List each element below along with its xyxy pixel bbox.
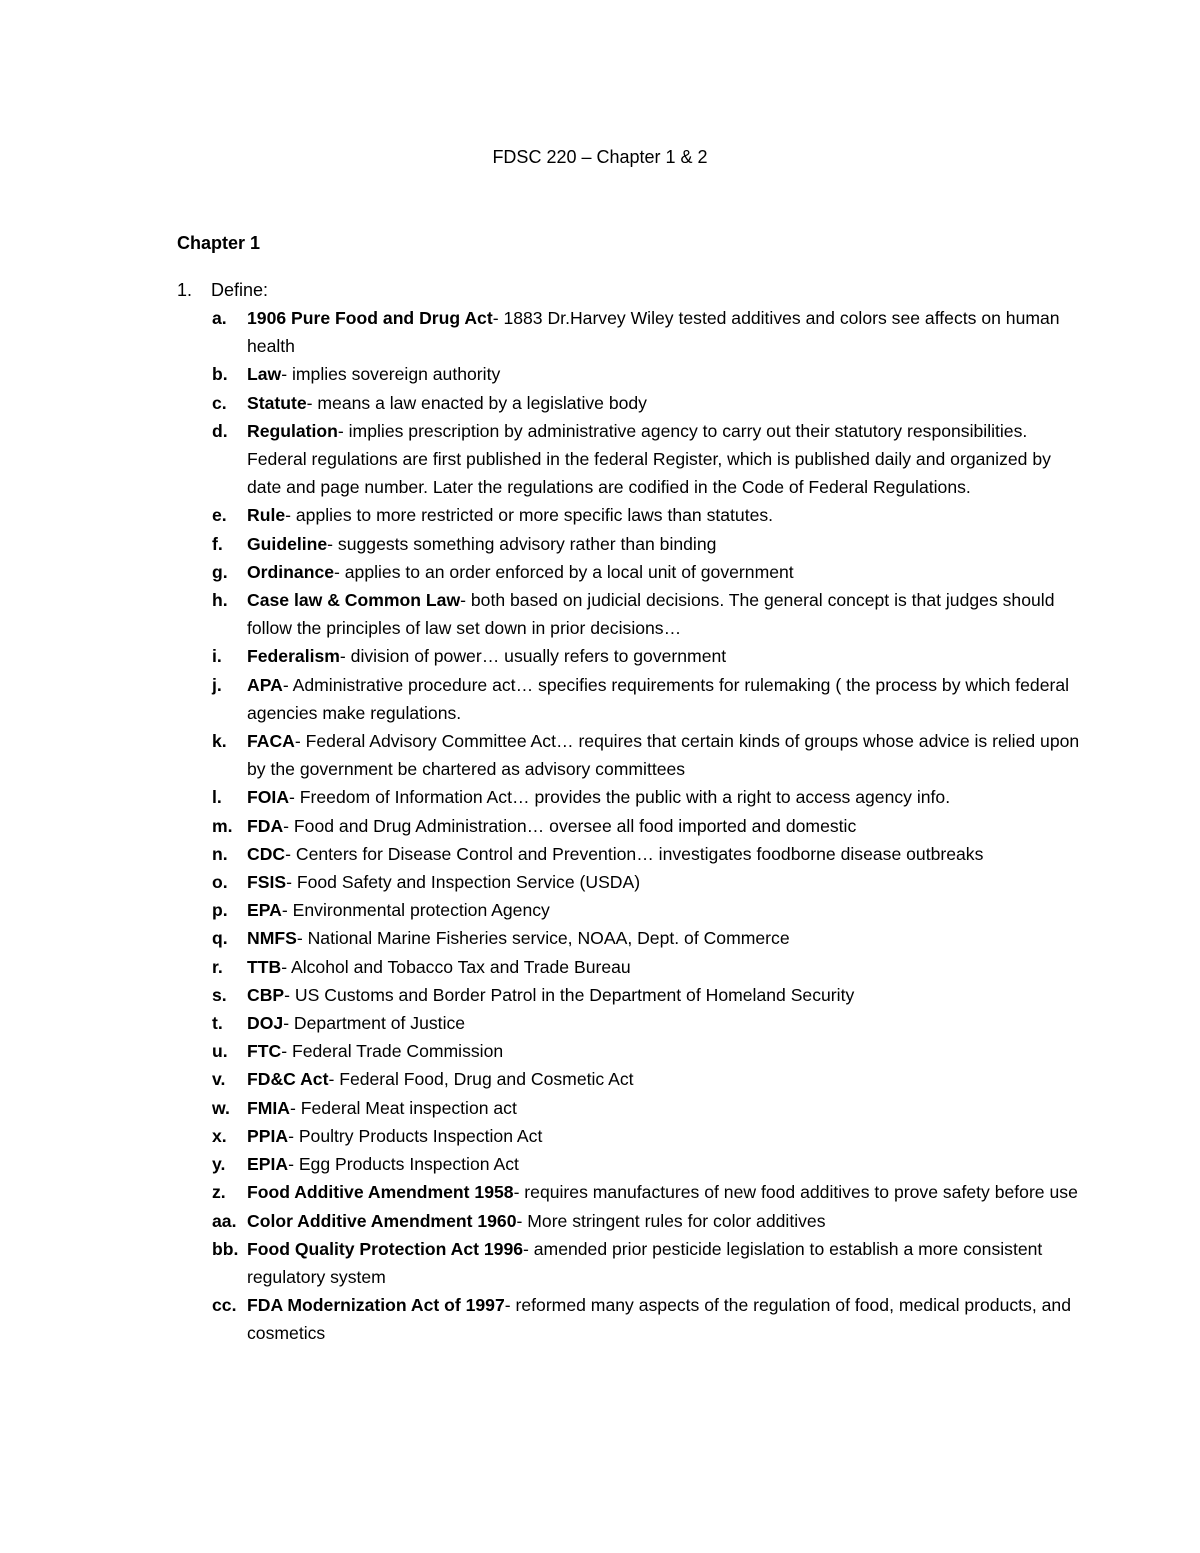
- definition-text: - Federal Trade Commission: [281, 1041, 504, 1062]
- definition-marker: r.: [212, 956, 223, 977]
- definition-term: Color Additive Amendment 1960: [247, 1210, 517, 1231]
- definition-item: [212, 1150, 1082, 1178]
- definition-marker: y.: [212, 1154, 226, 1175]
- definition-marker: j.: [212, 674, 222, 695]
- definition-marker: n.: [212, 843, 228, 864]
- definition-term: Regulation: [247, 420, 338, 441]
- definition-marker: u.: [212, 1041, 228, 1062]
- definition-item: [212, 1207, 1082, 1235]
- definition-text: - Federal Meat inspection act: [290, 1097, 517, 1118]
- definition-text: - implies sovereign authority: [281, 364, 501, 385]
- definition-item: [212, 671, 1082, 727]
- definition-text: - amended prior pesticide legislation to establish a more consistent regulatory system: [247, 1238, 1043, 1287]
- definition-text: - means a law enacted by a legislative body: [306, 392, 647, 413]
- definition-text: - Department of Justice: [283, 1013, 466, 1034]
- definition-text: - Food Safety and Inspection Service (USDA): [286, 872, 641, 893]
- definition-item: [212, 360, 1082, 388]
- definition-term: EPA: [247, 900, 282, 921]
- definition-term: Case law & Common Law: [247, 590, 461, 611]
- definition-item: [212, 727, 1082, 783]
- definition-item: [212, 981, 1082, 1009]
- definition-term: Food Quality Protection Act 1996: [247, 1238, 524, 1259]
- definition-item: [212, 783, 1082, 811]
- definition-text: - reformed many aspects of the regulation of food, medical products, and cosmetics: [247, 1295, 1071, 1344]
- definition-text: - 1883 Dr.Harvey Wiley tested additives and colors see affects on human health: [247, 308, 1060, 357]
- definition-term: CBP: [247, 984, 285, 1005]
- question-number: 1.: [177, 280, 193, 300]
- definition-term: FACA: [247, 731, 295, 752]
- definition-item: [212, 953, 1082, 981]
- definition-text: - Federal Advisory Committee Act… requires that certain kinds of groups whose advice is relied upon by the government be chartered as advisory committees: [247, 731, 1080, 780]
- definition-item: [212, 812, 1082, 840]
- definition-item: [212, 1178, 1082, 1206]
- question-label: Define:: [211, 280, 269, 300]
- definition-marker: m.: [212, 815, 233, 836]
- definition-text: - applies to more restricted or more specific laws than statutes.: [285, 505, 774, 526]
- definition-item: [212, 586, 1082, 642]
- definition-term: Federalism: [247, 646, 340, 667]
- definition-item: [212, 1009, 1082, 1037]
- definition-text: - applies to an order enforced by a local unit of government: [334, 561, 794, 582]
- definition-marker: t.: [212, 1013, 223, 1034]
- definition-item: [212, 558, 1082, 586]
- definition-text: - division of power… usually refers to government: [339, 646, 727, 667]
- definition-item: [212, 389, 1082, 417]
- definition-item: [212, 1065, 1082, 1093]
- definition-marker: s.: [212, 984, 227, 1005]
- definition-term: EPIA: [247, 1154, 289, 1175]
- definition-term: FDA Modernization Act of 1997: [247, 1295, 505, 1316]
- definition-marker: i.: [212, 646, 222, 667]
- definition-text: - US Customs and Border Patrol in the Department of Homeland Security: [284, 984, 855, 1005]
- definition-item: [212, 1291, 1082, 1347]
- definition-item: [212, 642, 1082, 670]
- definition-item: [212, 868, 1082, 896]
- definition-item: [212, 924, 1082, 952]
- definition-term: Food Additive Amendment 1958: [247, 1182, 514, 1203]
- definition-term: FMIA: [247, 1097, 290, 1118]
- definition-marker: aa.: [212, 1210, 237, 1231]
- definition-term: Ordinance: [247, 561, 335, 582]
- definition-text: - suggests something advisory rather than binding: [327, 533, 717, 554]
- definition-item: [212, 501, 1082, 529]
- definition-item: [212, 304, 1082, 360]
- definition-text: - implies prescription by administrative agency to carry out their statutory responsibilities. Federal regulations are first published in the federal Register, which is published daily and organized by date and page number. Later the regulations are codified in the Code of Federal Regulations.: [247, 420, 1051, 498]
- definition-marker: p.: [212, 900, 228, 921]
- definition-marker: a.: [212, 308, 227, 328]
- definition-marker: x.: [212, 1125, 227, 1146]
- question-1: [177, 276, 268, 304]
- definition-item: [212, 417, 1082, 502]
- definition-marker: w.: [212, 1097, 230, 1118]
- definition-term: TTB: [247, 956, 282, 977]
- definition-text: - Alcohol and Tobacco Tax and Trade Bureau: [281, 956, 631, 977]
- definition-marker: b.: [212, 364, 228, 385]
- definition-marker: g.: [212, 561, 228, 582]
- definition-marker: bb.: [212, 1238, 239, 1259]
- definition-marker: v.: [212, 1069, 226, 1090]
- definition-marker: z.: [212, 1182, 226, 1203]
- definition-term: Rule: [247, 505, 286, 526]
- definition-term: DOJ: [247, 1013, 284, 1034]
- definition-term: FOIA: [247, 787, 290, 808]
- definition-marker: l.: [212, 787, 222, 808]
- definition-marker: cc.: [212, 1295, 237, 1316]
- definition-text: - requires manufactures of new food additives to prove safety before use: [513, 1182, 1078, 1203]
- definition-item: [212, 1122, 1082, 1150]
- definition-marker: d.: [212, 420, 228, 441]
- chapter-heading: Chapter 1: [177, 233, 261, 253]
- definition-item: [212, 896, 1082, 924]
- definition-term: Guideline: [247, 533, 328, 554]
- definition-marker: c.: [212, 392, 227, 413]
- definition-text: - Egg Products Inspection Act: [288, 1154, 519, 1175]
- definition-text: - Food and Drug Administration… oversee all food imported and domestic: [283, 815, 857, 836]
- definition-marker: k.: [212, 731, 227, 752]
- definition-text: - National Marine Fisheries service, NOAA, Dept. of Commerce: [296, 928, 790, 949]
- definition-item: [212, 840, 1082, 868]
- definition-list: [212, 304, 1082, 1348]
- definition-text: - More stringent rules for color additives: [516, 1210, 826, 1231]
- definition-marker: h.: [212, 590, 228, 611]
- definition-term: FTC: [247, 1041, 282, 1062]
- definition-item: [212, 530, 1082, 558]
- definition-text: - Administrative procedure act… specifies requirements for rulemaking ( the process by which federal agencies make regulations.: [247, 674, 1070, 723]
- definition-term: CDC: [247, 843, 286, 864]
- definition-text: - Environmental protection Agency: [281, 900, 550, 921]
- definition-term: Law: [247, 364, 282, 385]
- definition-marker: e.: [212, 505, 227, 526]
- definition-term: FSIS: [247, 872, 287, 893]
- definition-term: NMFS: [247, 928, 297, 949]
- definition-marker: f.: [212, 533, 223, 554]
- definition-text: - Federal Food, Drug and Cosmetic Act: [328, 1069, 634, 1090]
- definition-text: - Centers for Disease Control and Prevention… investigates foodborne disease outbreaks: [285, 843, 984, 864]
- definition-text: - Freedom of Information Act… provides the public with a right to access agency info.: [289, 787, 951, 808]
- definition-marker: o.: [212, 872, 228, 893]
- definition-term: PPIA: [247, 1125, 289, 1146]
- definition-text: - both based on judicial decisions. The general concept is that judges should follow the principles of law set down in prior decisions…: [247, 590, 1055, 639]
- definition-term: FDA: [247, 815, 284, 836]
- definition-item: [212, 1094, 1082, 1122]
- definition-text: - Poultry Products Inspection Act: [288, 1125, 543, 1146]
- document-title: FDSC 220 – Chapter 1 & 2: [492, 147, 708, 167]
- definition-term: APA: [247, 674, 283, 695]
- definition-term: 1906 Pure Food and Drug Act: [247, 308, 493, 328]
- definition-marker: q.: [212, 928, 228, 949]
- definition-term: Statute: [247, 392, 307, 413]
- definition-term: FD&C Act: [247, 1069, 329, 1090]
- definition-item: [212, 1235, 1082, 1291]
- definition-item: [212, 1037, 1082, 1065]
